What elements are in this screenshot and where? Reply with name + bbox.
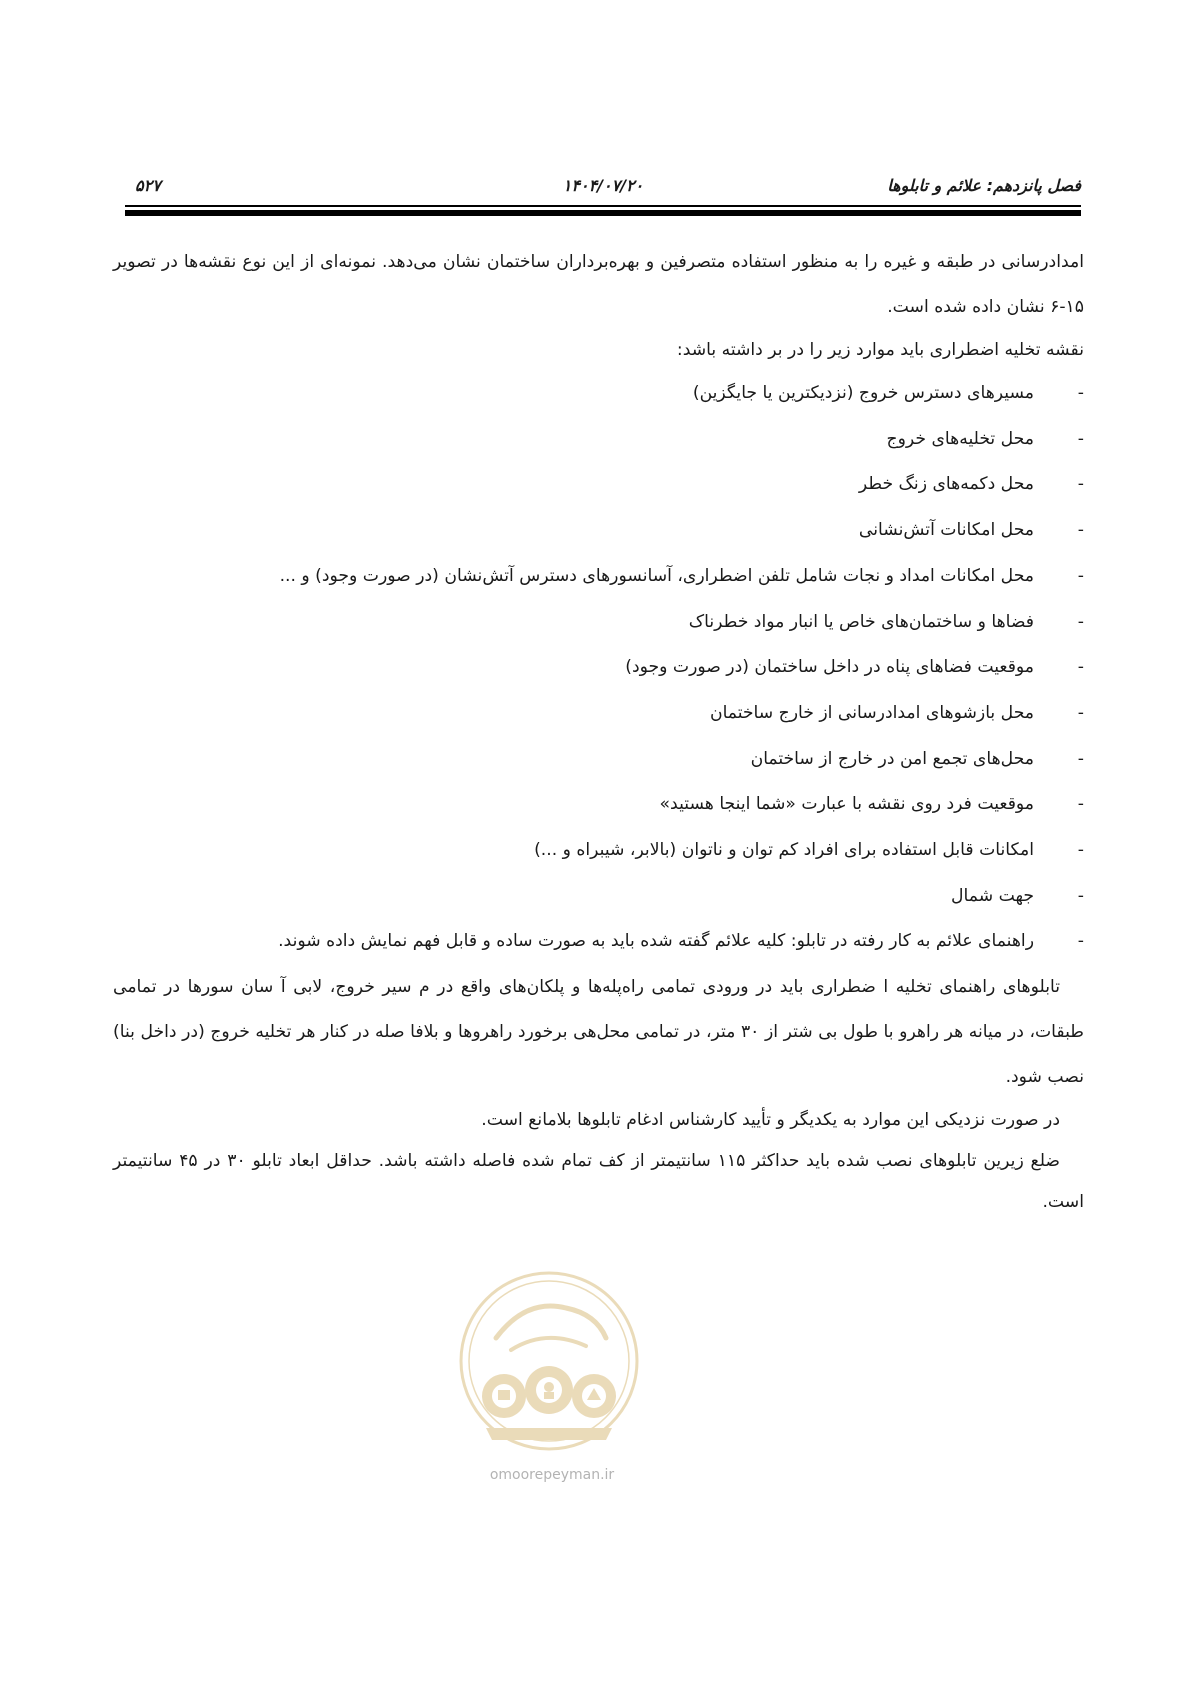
list-dash: -: [1077, 840, 1084, 861]
list-dash: -: [1077, 565, 1084, 586]
list-dash: -: [1077, 474, 1084, 495]
list-item: [113, 417, 1084, 463]
list-dash: -: [1077, 611, 1084, 632]
list-item-text: محل تخلیه‌های خروج: [886, 428, 1034, 449]
merge-paragraph: در صورت نزدیکی این موارد به یکدیگر و تأیید کارشناس ادغام تابلوها بلامانع است.: [481, 1110, 1060, 1131]
page-number: ۵۲۷: [135, 176, 161, 195]
header-rule-thick: [125, 210, 1081, 216]
list-item-text: موقعیت فرد روی نقشه با عبارت «شما اینجا هستید»: [659, 794, 1034, 815]
list-item: [113, 645, 1084, 691]
evacuation-map-items: [113, 371, 1084, 965]
list-item: [113, 508, 1084, 554]
list-dash: -: [1077, 383, 1084, 403]
list-item-text: محل بازشوهای امدادرسانی از خارج ساختمان: [709, 702, 1034, 723]
list-item-text: فضاها و ساختمان‌های خاص یا انبار مواد خطرناک: [688, 611, 1034, 632]
list-item-text: جهت شمال: [951, 885, 1034, 906]
list-item-text: محل‌های تجمع امن در خارج از ساختمان: [750, 748, 1034, 769]
list-item: [113, 691, 1084, 737]
signs-paragraph: تابلوهای راهنمای تخلیه ا ضطراری باید در ورودی تمامی راه‌پله‌ها و پلکان‌های واقع در م سیر خروج، لابی آ سان سورها در تمامی طبقات، در میانه هر راهرو با طول بی شتر از ۳۰ متر، در تمامی محل‌هی برخورد راهروها و بلافا صله در کنار هر تخلیه خروج (در داخل بنا) نصب شود.: [113, 977, 1084, 1088]
list-item: [113, 828, 1084, 874]
watermark-logo: [456, 1268, 642, 1454]
height-paragraph: ضلع زیرین تابلوهای نصب شده باید حداکثر ۱۱۵ سانتیمتر از کف تمام شده فاصله داشته باشد. حداقل ابعاد تابلو ۳۰ در ۴۵ سانتیمتر است.: [113, 1151, 1084, 1213]
list-dash: -: [1077, 428, 1084, 449]
list-dash: -: [1077, 885, 1084, 906]
watermark-url: omoorepeyman.ir: [489, 1467, 615, 1483]
intro-paragraph: امدادرسانی در طبقه و غیره را به منظور استفاده متصرفین و بهره‌برداران ساختمان نشان می‌دهد. نمونه‌ای از این نوع نقشه‌ها در تصویر ۱۵-۶ نشان داده شده است.: [113, 252, 1084, 317]
list-item: [113, 874, 1084, 920]
chapter-title: فصل پانزدهم: علائم و تابلوها: [887, 176, 1081, 195]
list-item-text: محل امکانات امداد و نجات شامل تلفن اضطراری، آسانسورهای دسترس آتش‌نشان (در صورت وجود) و ...: [279, 565, 1034, 586]
list-dash: -: [1077, 794, 1084, 815]
list-intro: نقشه تخلیه اضطراری باید موارد زیر را در بر داشته باشد:: [676, 340, 1084, 360]
list-dash: -: [1077, 657, 1084, 678]
list-dash: -: [1077, 702, 1084, 723]
list-item: [113, 371, 1084, 417]
list-item-text: امکانات قابل استفاده برای افراد کم توان و ناتوان (بالابر، شیبراه و ...): [534, 840, 1034, 861]
list-item-text: مسیرهای دسترس خروج (نزدیکترین یا جایگزین): [692, 383, 1034, 403]
list-item: [113, 554, 1084, 600]
header-rule-thin: [125, 205, 1081, 207]
list-dash: -: [1077, 748, 1084, 769]
list-item-text: محل امکانات آتش‌نشانی: [858, 520, 1034, 541]
list-item: [113, 919, 1084, 965]
list-item-text: موقعیت فضاهای پناه در داخل ساختمان (در صورت وجود): [625, 657, 1034, 678]
list-item-text: محل دکمه‌های زنگ خطر: [858, 474, 1034, 495]
header-date: ۱۴۰۴/۰۷/۲۰: [562, 176, 644, 195]
page-header: [125, 172, 1081, 200]
list-dash: -: [1077, 520, 1084, 541]
list-dash: -: [1077, 931, 1084, 952]
list-item: [113, 600, 1084, 646]
list-item-text: راهنمای علائم به کار رفته در تابلو: کلیه علائم گفته شده باید به صورت ساده و قابل فهم نمایش داده شوند.: [278, 931, 1034, 952]
list-item: [113, 782, 1084, 828]
body-content: [113, 240, 1084, 1223]
list-item: [113, 462, 1084, 508]
list-item: [113, 737, 1084, 783]
